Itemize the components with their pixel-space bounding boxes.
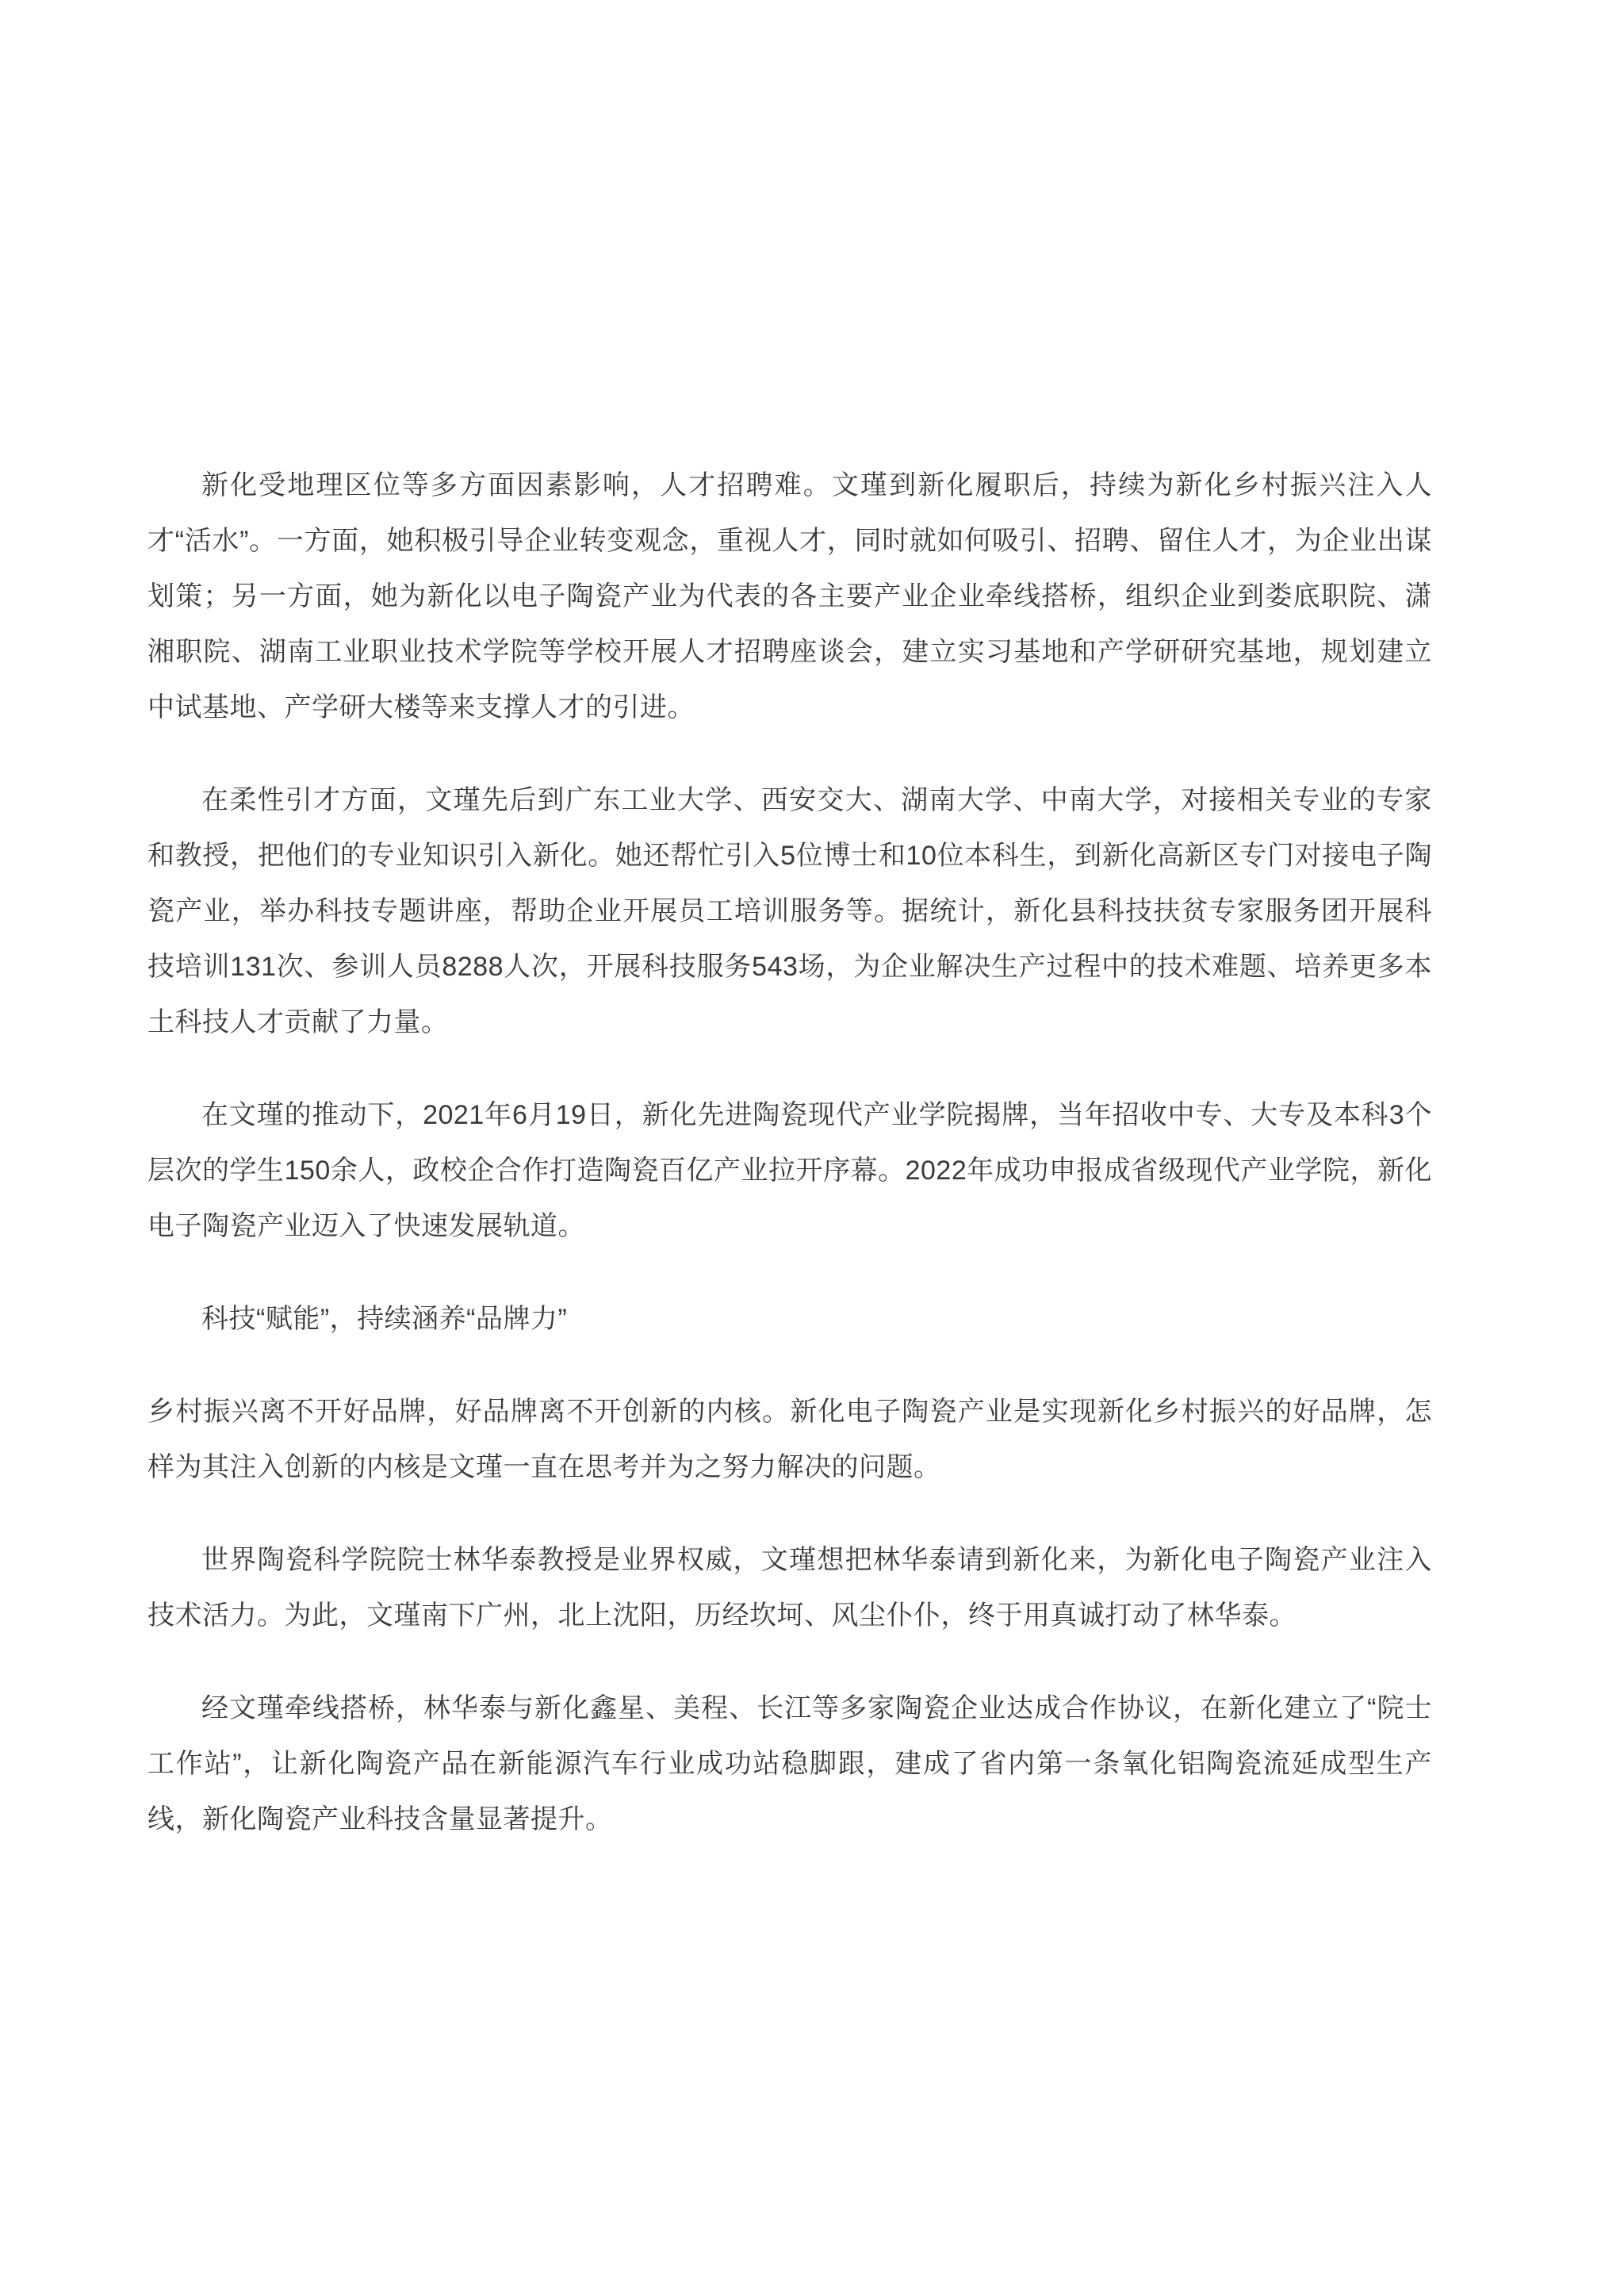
paragraph-talent-recruitment: 新化受地理区位等多方面因素影响，人才招聘难。文瑾到新化履职后，持续为新化乡村振兴注入人才“活水”。一方面，她积极引导企业转变观念，重视人才，同时就如何吸引、招聘、留住人才，为企业出谋划策；另一方面，她为新化以电子陶瓷产业为代表的各主要产业企业牵线搭桥，组织企业到娄底职院、潇湘职院、湖南工业职业技术学院等学校开展人才招聘座谈会，建立实习基地和产学研研究基地，规划建立中试基地、产学研大楼等来支撑人才的引进。 [147,470,1432,723]
paragraph-ceramics-college: 在文瑾的推动下，2021年6月19日，新化先进陶瓷现代产业学院揭牌，当年招收中专、大专及本科3个层次的学生150余人，政校企合作打造陶瓷百亿产业拉开序幕。2022年成功申报成省级现代产业学院，新化电子陶瓷产业迈入了快速发展轨道。 [147,1100,1432,1241]
paragraph-academician-lin-huatai: 世界陶瓷科学院院士林华泰教授是业界权威，文瑾想把林华泰请到新化来，为新化电子陶瓷产业注入技术活力。为此，文瑾南下广州，北上沈阳，历经坎坷、风尘仆仆，终于用真诚打动了林华泰。 [147,1545,1432,1631]
article-body [147,458,1432,1884]
paragraph-flexible-talent-intro: 在柔性引才方面，文瑾先后到广东工业大学、西安交大、湖南大学、中南大学，对接相关专业的专家和教授，把他们的专业知识引入新化。她还帮忙引入5位博士和10位本科生，到新化高新区专门对接电子陶瓷产业，举办科技专题讲座，帮助企业开展员工培训服务等。据统计，新化县科技扶贫专家服务团开展科技培训131次、参训人员8288人次，开展科技服务543场，为企业解决生产过程中的技术难题、培养更多本土科技人才贡献了力量。 [147,785,1432,1037]
paragraph-academician-workstation: 经文瑾牵线搭桥，林华泰与新化鑫星、美程、长江等多家陶瓷企业达成合作协议，在新化建立了“院士工作站”，让新化陶瓷产品在新能源汽车行业成功站稳脚跟，建成了省内第一条氧化铝陶瓷流延成型生产线，新化陶瓷产业科技含量显著提升。 [147,1693,1432,1834]
section-heading-tech-empowerment: 科技“赋能”，持续涵养“品牌力” [201,1304,568,1334]
paragraph-brand-innovation: 乡村振兴离不开好品牌，好品牌离不开创新的内核。新化电子陶瓷产业是实现新化乡村振兴的好品牌，怎样为其注入创新的内核是文瑾一直在思考并为之努力解决的问题。 [147,1397,1432,1482]
